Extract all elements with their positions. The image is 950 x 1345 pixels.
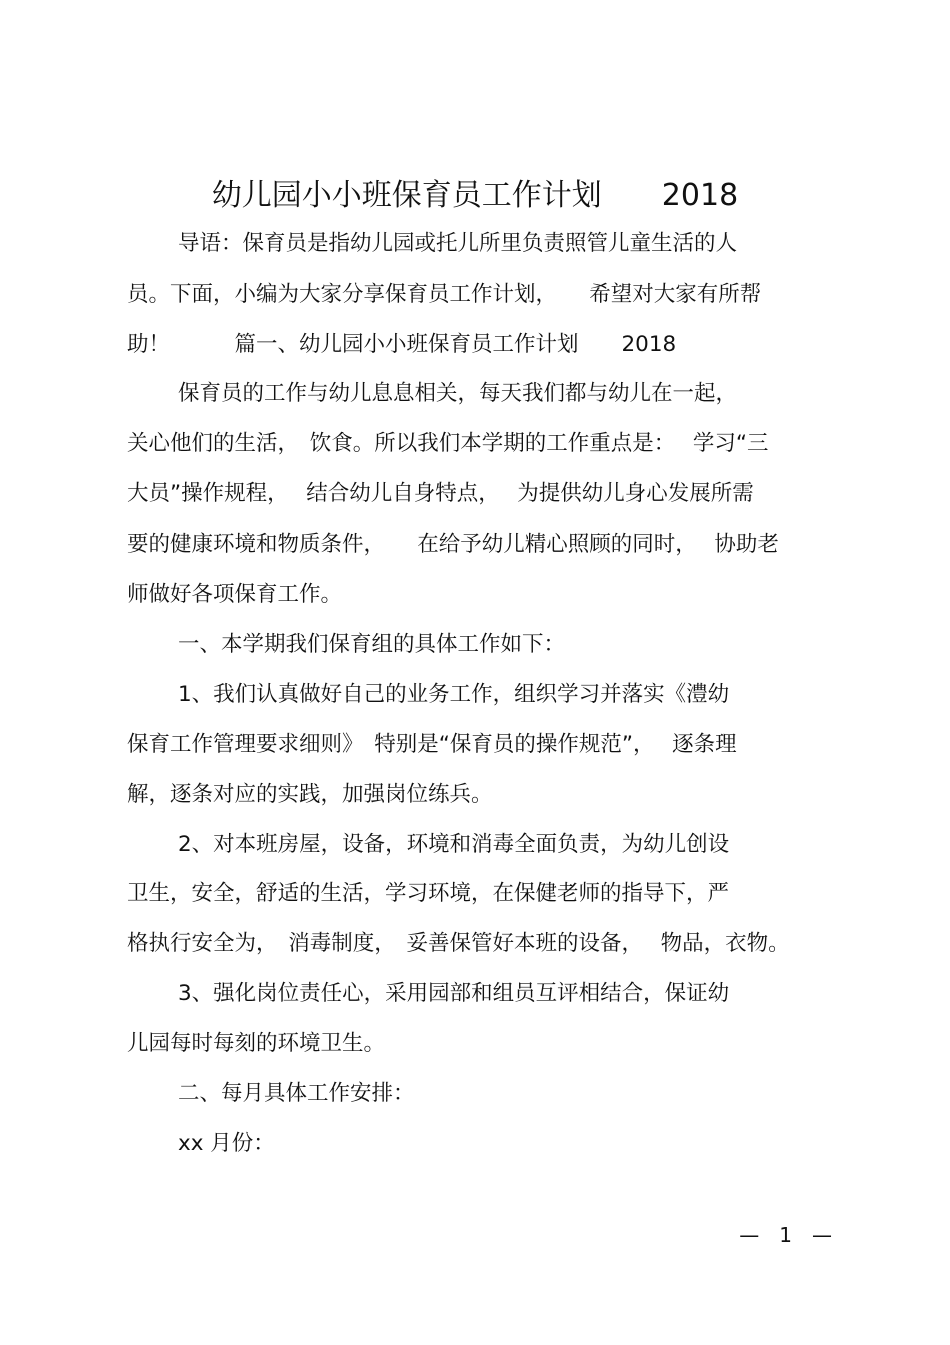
section-heading: 一、本学期我们保育组的具体工作如下： <box>178 632 566 657</box>
page-number: — 1 — <box>739 1223 832 1247</box>
paragraph-line: 格执行安全为， 消毒制度， 妥善保管好本班的设备， 物品，衣物。 <box>127 931 790 956</box>
section-heading: 二、每月具体工作安排： <box>178 1081 415 1106</box>
paragraph-line: 助！ 篇一、幼儿园小小班保育员工作计划 2018 <box>127 332 677 357</box>
paragraph-line: 解，逐条对应的实践，加强岗位练兵。 <box>127 782 493 807</box>
paragraph-line: 2、对本班房屋，设备，环境和消毒全面负责，为幼儿创设 <box>178 832 730 857</box>
paragraph-line: xx 月份： <box>178 1131 275 1156</box>
paragraph-line: 员。下面，小编为大家分享保育员工作计划， 希望对大家有所帮 <box>127 282 762 307</box>
paragraph-line: 保育员的工作与幼儿息息相关，每天我们都与幼儿在一起， <box>178 381 738 406</box>
paragraph-line: 大员”操作规程， 结合幼儿自身特点， 为提供幼儿身心发展所需 <box>127 481 754 506</box>
document-title: 幼儿园小小班保育员工作计划 2018 <box>211 178 739 213</box>
paragraph-line: 保育工作管理要求细则》 特别是“保育员的操作规范”， 逐条理 <box>127 732 737 757</box>
paragraph-line: 关心他们的生活， 饮食。所以我们本学期的工作重点是： 学习“三 <box>127 431 769 456</box>
paragraph-line: 卫生，安全，舒适的生活，学习环境，在保健老师的指导下，严 <box>127 881 730 906</box>
paragraph-line: 师做好各项保育工作。 <box>127 582 343 607</box>
paragraph-line: 要的健康环境和物质条件， 在给予幼儿精心照顾的同时， 协助老 <box>127 532 779 557</box>
paragraph-line: 3、强化岗位责任心，采用园部和组员互评相结合，保证幼 <box>178 981 730 1006</box>
paragraph-line: 1、我们认真做好自己的业务工作，组织学习并落实《澧幼 <box>178 682 730 707</box>
paragraph-line: 儿园每时每刻的环境卫生。 <box>127 1031 386 1056</box>
paragraph-line: 导语：保育员是指幼儿园或托儿所里负责照管儿童生活的人 <box>178 231 738 256</box>
